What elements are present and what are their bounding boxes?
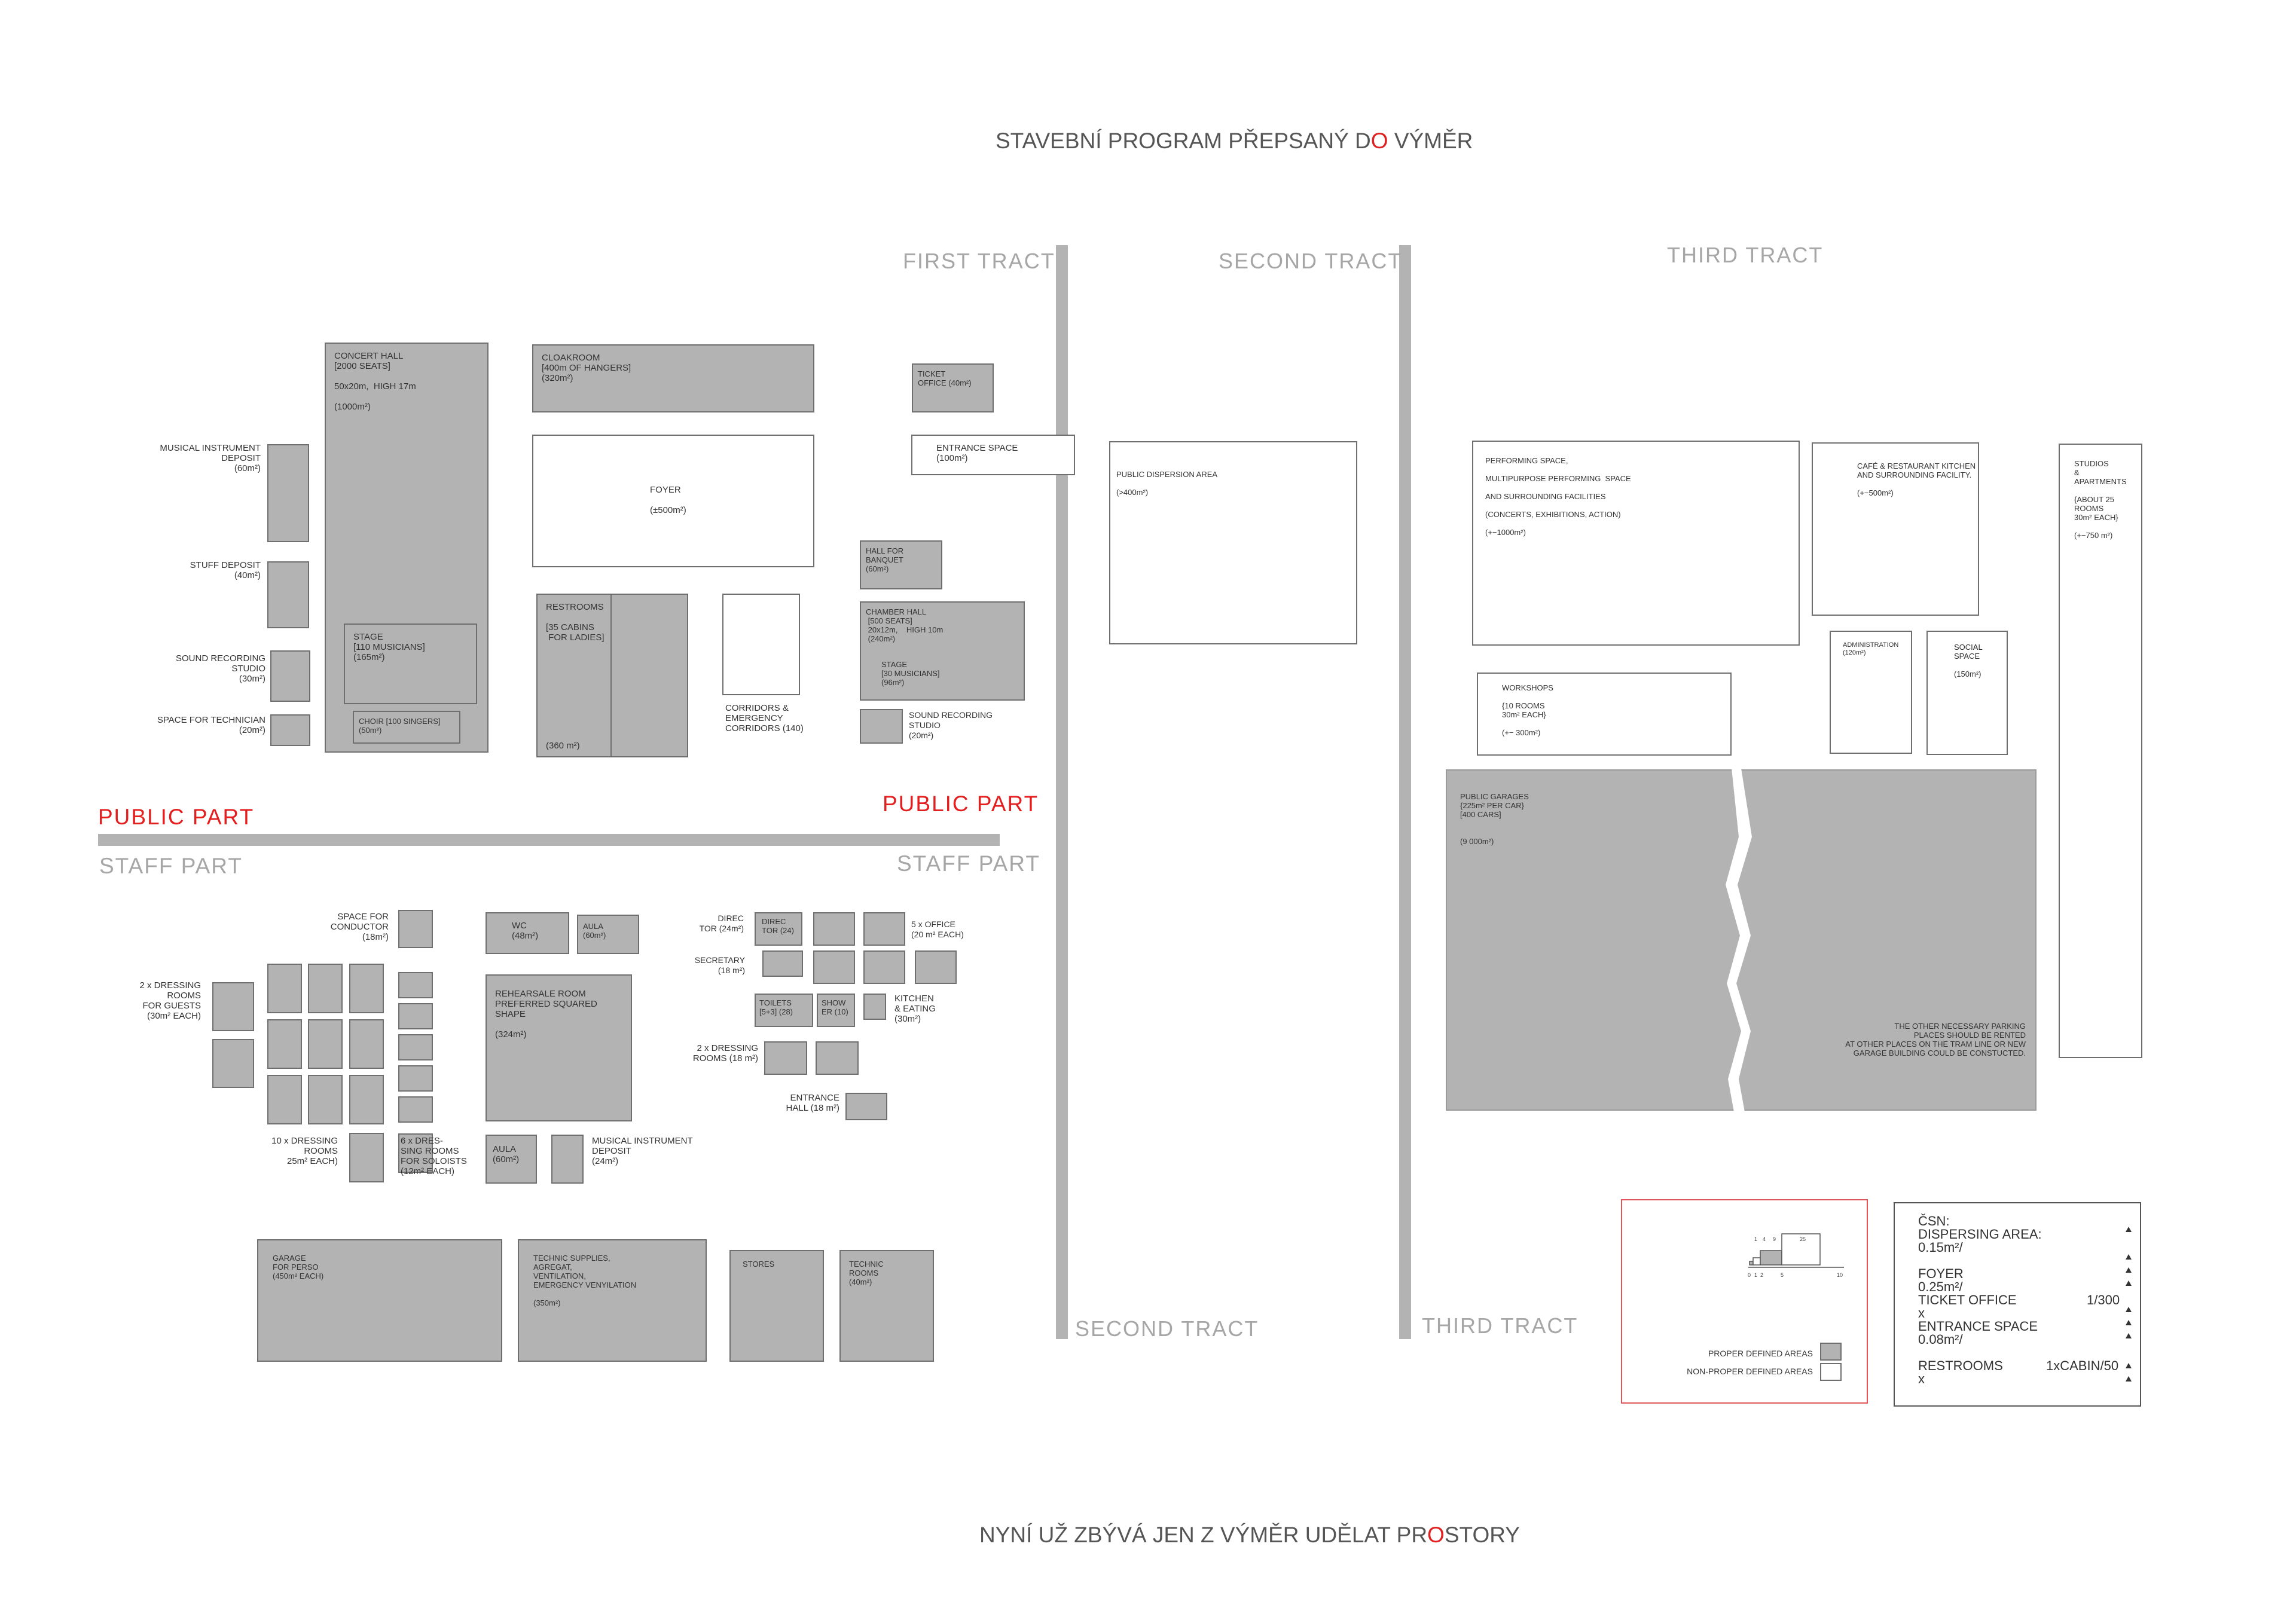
soloist-room [398, 972, 433, 998]
norm-dispersing-value: 0.15m²/ [1918, 1240, 1963, 1255]
tract-label-third: THIRD TRACT [1667, 243, 1824, 267]
cafe-restaurant-label: CAFÉ & RESTAURANT KITCHEN AND SURROUNDING FACILITY. (+−500m²) [1857, 461, 1976, 497]
office [863, 950, 905, 984]
public-garages-note: THE OTHER NECESSARY PARKING PLACES SHOULD BE RENTED AT OTHER PLACES ON THE TRAM LINE OR NEW GARAGE BUILDING COULD BE CONSTUCTED. [1845, 1022, 2026, 1057]
instrument-deposit [267, 444, 309, 542]
norm-x-2: x [1918, 1371, 1925, 1386]
public-garages-label: PUBLIC GARAGES {225m² PER CAR} [400 CARS] (9 000m²) [1460, 792, 1529, 846]
public-dispersion-area-label: PUBLIC DISPERSION AREA (>400m²) [1116, 470, 1218, 497]
director-label: DIREC TOR (24m²) [699, 913, 744, 933]
performing-space-label: PERFORMING SPACE, MULTIPURPOSE PERFORMING SPACE AND SURROUNDING FACILITIES (CONCERTS, EXHIBITIONS, ACTION) (+−1000m²) [1485, 456, 1631, 537]
secretary-label: SECRETARY (18 m²) [694, 955, 745, 975]
ticket-office-label: TICKET OFFICE (40m²) [918, 369, 972, 387]
dressing-room [308, 964, 343, 1013]
entrance-hall [845, 1093, 887, 1120]
person-icon [2126, 1280, 2132, 1286]
person-icon [2126, 1307, 2132, 1312]
sound-studio-label: SOUND RECORDING STUDIO (30m²) [175, 653, 265, 684]
dressing-rooms-10-label: 10 x DRESSING ROOMS 25m² EACH) [271, 1136, 338, 1166]
guest-dressing-room-1 [212, 982, 254, 1031]
staff-part-label-left: STAFF PART [99, 854, 243, 878]
banquet-hall-label: HALL FOR BANQUET (60m²) [866, 546, 904, 573]
public-part-label-right: PUBLIC PART [883, 791, 1039, 816]
concert-stage [344, 623, 477, 704]
dressing-room [349, 1075, 384, 1124]
dressing-room [267, 1075, 302, 1124]
studios-apartments [2059, 444, 2142, 1058]
foyer [532, 435, 814, 567]
banquet-hall [860, 540, 942, 589]
guest-dressing-room-2 [212, 1039, 254, 1088]
tract-label-second-bottom: SECOND TRACT [1075, 1316, 1259, 1341]
wc-label: WC (48m²) [512, 921, 539, 941]
office [813, 950, 855, 984]
entrance-hall-label: ENTRANCE HALL (18 m²) [786, 1093, 839, 1113]
workshops-label: WORKSHOPS {10 ROOMS 30m² EACH} (+− 300m²) [1502, 683, 1553, 737]
public-dispersion-area [1109, 441, 1357, 644]
cloakroom [532, 344, 814, 412]
stuff-deposit [267, 561, 309, 628]
wc [486, 912, 569, 954]
rehearsal-room [486, 974, 632, 1121]
scale-top-9: 9 [1773, 1236, 1776, 1242]
aula-bottom-label: AULA (60m²) [493, 1144, 520, 1164]
corridors [722, 594, 800, 695]
foyer-label: FOYER (±500m²) [650, 485, 686, 515]
tract-label-first: FIRST TRACT [903, 249, 1055, 273]
norm-foyer-label: FOYER [1918, 1266, 1964, 1281]
office [863, 912, 905, 946]
scale-bottom-10: 10 [1837, 1272, 1843, 1278]
scale-top-1: 1 [1754, 1236, 1758, 1242]
cafe-restaurant [1812, 442, 1979, 616]
director-office [755, 912, 802, 946]
kitchen-label: KITCHEN & EATING (30m²) [894, 994, 936, 1024]
norm-dispersing-label: DISPERSING AREA: [1918, 1227, 2042, 1242]
staff-dressing-2-label: 2 x DRESSING ROOMS (18 m²) [692, 1043, 758, 1063]
page-footer-title: NYNÍ UŽ ZBÝVÁ JEN Z VÝMĚR UDĚLAT PROSTORY [979, 1523, 1520, 1547]
legend-proper-swatch [1820, 1343, 1842, 1361]
chamber-hall [860, 601, 1025, 701]
norm-ticket-label: TICKET OFFICE [1918, 1292, 2017, 1307]
conductor-space [398, 910, 433, 948]
page-title: STAVEBNÍ PROGRAM PŘEPSANÝ DO VÝMĚR [996, 129, 1473, 153]
dressing-room [267, 964, 302, 1013]
restrooms-divider [610, 595, 612, 756]
shower-label: SHOW ER (10) [822, 998, 848, 1016]
choir [353, 711, 460, 744]
technician-space-label: SPACE FOR TECHNICIAN (20m²) [157, 715, 265, 735]
stores-label: STORES [743, 1260, 775, 1269]
norm-x-1: x [1918, 1306, 1925, 1321]
offices-label: 5 x OFFICE (20 m² EACH) [911, 919, 964, 939]
conductor-space-label: SPACE FOR CONDUCTOR (18m²) [330, 912, 389, 942]
norm-csn: ČSN: [1918, 1214, 1950, 1228]
dressing-room [349, 1133, 384, 1182]
kitchen [863, 994, 886, 1020]
director-office-label: DIREC TOR (24) [762, 917, 794, 935]
studios-apartments-label: STUDIOS & APARTMENTS {ABOUT 25 ROOMS 30m² EACH} (+−750 m²) [2074, 459, 2127, 540]
public-staff-divider [98, 834, 1000, 846]
sound-studio [270, 650, 310, 702]
tract-label-third-bottom: THIRD TRACT [1422, 1313, 1578, 1338]
technic-supplies [518, 1239, 707, 1362]
dressing-room [308, 1019, 343, 1069]
soloist-rooms-label: 6 x DRES- SING ROOMS FOR SOLOISTS (12m² EACH) [401, 1136, 467, 1176]
person-icon [2126, 1227, 2132, 1232]
legend-non-proper-swatch [1820, 1363, 1842, 1381]
soloist-room [398, 1065, 433, 1092]
aula-top [577, 915, 639, 954]
administration [1830, 631, 1912, 754]
public-part-label-left: PUBLIC PART [98, 805, 255, 829]
dressing-room [267, 1019, 302, 1069]
social-space-label: SOCIAL SPACE (150m²) [1954, 643, 1983, 678]
person-icon [2126, 1333, 2132, 1338]
ticket-office [912, 363, 994, 412]
norm-entrance-label: ENTRANCE SPACE [1918, 1319, 2038, 1334]
scale-top-4: 4 [1763, 1236, 1766, 1242]
corridors-label: CORRIDORS & EMERGENCY CORRIDORS (140) [725, 703, 804, 733]
cloakroom-label: CLOAKROOM [400m OF HANGERS] (320m²) [542, 353, 631, 383]
technician-space [270, 714, 310, 746]
staff-dressing-room [764, 1041, 807, 1075]
choir-label: CHOIR [100 SINGERS] (50m²) [359, 717, 441, 735]
person-icon [2126, 1363, 2132, 1368]
norm-foyer-value: 0.25m²/ [1918, 1279, 1963, 1294]
scale-diagram [1746, 1229, 1848, 1283]
soloist-room [398, 1034, 433, 1060]
chamber-stage-label: STAGE [30 MUSICIANS] (96m²) [881, 660, 940, 687]
performing-space [1472, 441, 1800, 646]
secretary-office [762, 950, 803, 977]
dressing-room [349, 964, 384, 1013]
shower [817, 994, 855, 1027]
person-icon [2126, 1267, 2132, 1273]
social-space [1926, 631, 2008, 755]
scale-bottom-1: 1 [1754, 1272, 1758, 1278]
staff-garage-label: GARAGE FOR PERSO (450m² EACH) [273, 1254, 324, 1280]
restrooms-label: RESTROOMS [35 CABINS FOR LADIES] [546, 602, 604, 643]
soloist-room [398, 1003, 433, 1029]
person-icon [2126, 1254, 2132, 1260]
instrument-deposit-label: MUSICAL INSTRUMENT DEPOSIT (60m²) [160, 443, 261, 473]
chamber-hall-label: CHAMBER HALL [500 SEATS] 20x12m, HIGH 10m (240m²) [866, 607, 944, 643]
soloist-room [398, 1096, 433, 1123]
scale-bottom-0: 0 [1748, 1272, 1751, 1278]
legend-non-proper-label: NON-PROPER DEFINED AREAS [1687, 1367, 1813, 1376]
stuff-deposit-label: STUFF DEPOSIT (40m²) [190, 560, 261, 580]
technic-rooms [839, 1250, 934, 1362]
entrance-space-label: ENTRANCE SPACE (100m²) [936, 443, 1018, 463]
tract-divider-first [1056, 245, 1068, 1339]
staff-part-label-right: STAFF PART [897, 851, 1040, 876]
toilets-label: TOILETS [5+3] (28) [759, 998, 793, 1016]
aula-bottom [486, 1135, 537, 1184]
scale-bottom-5: 5 [1781, 1272, 1784, 1278]
legend-proper-label: PROPER DEFINED AREAS [1708, 1349, 1813, 1358]
person-icon [2126, 1376, 2132, 1381]
norm-ticket-value: 1/300 [2087, 1292, 2120, 1307]
dressing-room [349, 1019, 384, 1069]
scale-top-25: 25 [1800, 1236, 1806, 1242]
tract-divider-second [1399, 245, 1411, 1339]
guest-dressing-label: 2 x DRESSING ROOMS FOR GUESTS (30m² EACH) [139, 980, 201, 1021]
stores [729, 1250, 824, 1362]
restrooms-area: (360 m²) [546, 741, 580, 751]
norm-entrance-value: 0.08m²/ [1918, 1332, 1963, 1347]
administration-label: ADMINISTRATION (120m²) [1843, 641, 1899, 656]
technic-rooms-label: TECHNIC ROOMS (40m²) [849, 1260, 884, 1286]
aula-top-label: AULA (60m²) [583, 922, 606, 940]
garage-break-line [1722, 768, 1758, 1112]
toilets [755, 994, 813, 1027]
norm-restrooms-value: 1xCABIN/50 [2046, 1358, 2119, 1373]
technic-supplies-label: TECHNIC SUPPLIES, AGREGAT, VENTILATION, EMERGENCY VENYILATION (350m²) [533, 1254, 637, 1307]
norm-restrooms-label: RESTROOMS [1918, 1358, 2003, 1373]
dressing-room [308, 1075, 343, 1124]
office [813, 912, 855, 946]
staff-dressing-room [816, 1041, 859, 1075]
sound-studio-small [860, 709, 903, 744]
office [915, 950, 957, 984]
scale-bottom-2: 2 [1760, 1272, 1764, 1278]
concert-stage-label: STAGE [110 MUSICIANS] (165m²) [353, 632, 425, 662]
person-icon [2126, 1320, 2132, 1325]
sound-studio-small-label: SOUND RECORDING STUDIO (20m²) [909, 710, 993, 740]
workshops [1477, 673, 1732, 756]
staff-instrument-deposit [551, 1135, 584, 1184]
staff-garage [257, 1239, 502, 1362]
concert-hall-label: CONCERT HALL [2000 SEATS] 50x20m, HIGH 17m (1000m²) [334, 351, 416, 412]
tract-label-second: SECOND TRACT [1219, 249, 1403, 273]
restrooms [536, 594, 688, 757]
entrance-space [911, 435, 1075, 475]
rehearsal-room-label: REHEARSALE ROOM PREFERRED SQUARED SHAPE (324m²) [495, 989, 597, 1040]
staff-instrument-deposit-label: MUSICAL INSTRUMENT DEPOSIT (24m²) [592, 1136, 693, 1166]
